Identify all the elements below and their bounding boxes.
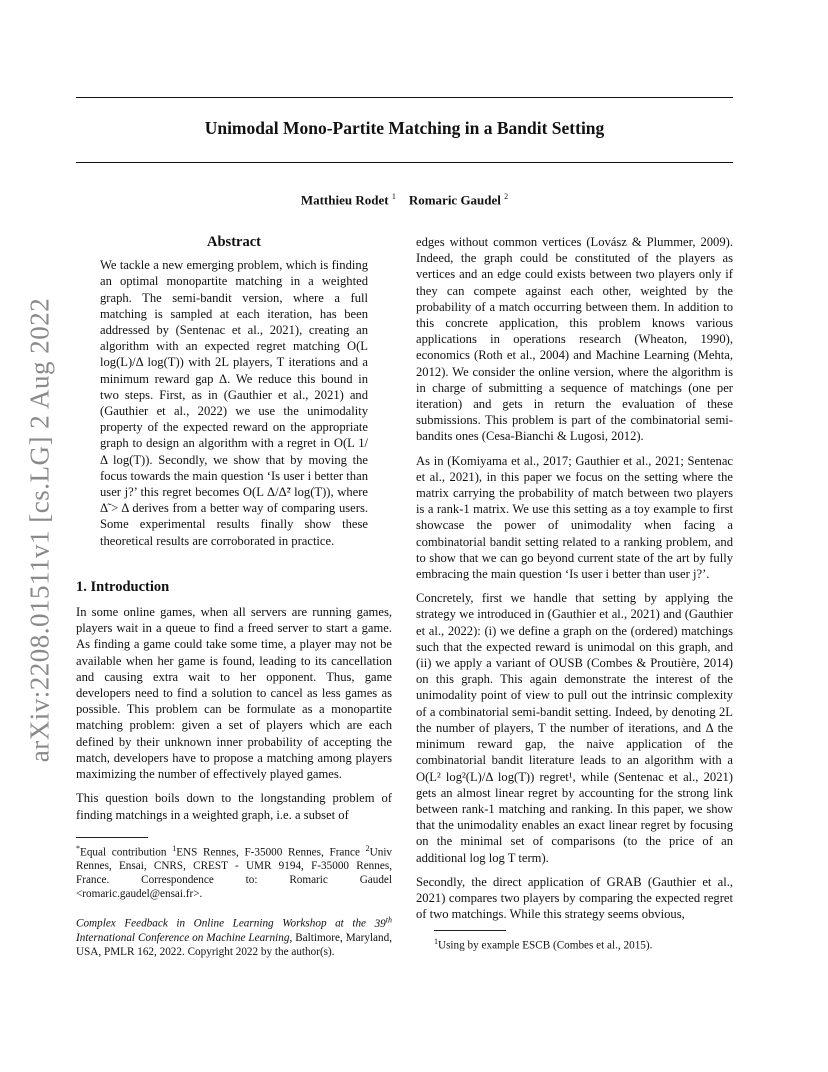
right-paragraph-4: Secondly, the direct application of GRAB (Gauthier et al., 2021) compares two players by comparing the expected regret of two matchings. While this strategy seems obvious, <box>416 874 733 922</box>
footnote-mark: 1 <box>434 937 438 947</box>
abstract-heading: Abstract <box>207 234 261 250</box>
affiliation-footnotes: *Equal contribution $^1$ENS Rennes, F-35000 Rennes, France $^2$Univ Rennes, Ensai, CNRS, CREST - UMR 9194, F-35000 Rennes, France. Correspondence to: Romaric Gaudel <romaric.gaudel@ensai.fr>. <box>76 843 393 901</box>
workshop-name: Complex Feedback in Online Learning Workshop at the <box>76 918 367 931</box>
right-column <box>416 234 733 953</box>
introduction-heading: 1. Introduction <box>76 578 170 595</box>
footnote-rule-right <box>434 930 506 931</box>
footnote-rule <box>76 837 148 838</box>
ordinal-suffix: th <box>385 915 392 925</box>
conference-name: International Conference on Machine Learning <box>76 932 290 945</box>
right-paragraph-2: As in (Komiyama et al., 2017; Gauthier et al., 2021; Sentenac et al., 2021), in this paper we focus on the setting where the matrix carrying the probability of match between two players is a rank-1 matrix. We use this setting as a toy example to first showcase the power of unimodality when facing a combinatorial bandit setting related to a ranking problem, and to show that we can go beyond current state of the art by fully embracing the main question ‘Is user i better than user j?’. <box>416 453 733 582</box>
author-affiliation-mark: 1 <box>391 192 396 201</box>
footnote-1 <box>434 935 733 953</box>
author-list <box>76 192 733 208</box>
right-paragraph-3: Concretely, first we handle that setting by applying the strategy we introduced in (Gauthier et al., 2021) and (Gauthier et al., 2022): (i) we define a graph on the (ordered) matchings such that the expected reward is unimodal on this graph, and (ii) we apply a variant of OUSB (Combes & Proutière, 2014) on this graph. This again demonstrate the interest of the unimodality point of view to pull out the intrinsic complexity of a combinatorial semi-bandit setting. Indeed, by denoting 2L the number of players, T the number of iterations, and Δ the minimum reward gap, the naive application of the combinatorial bandit literature leads to an algorithm with a O(L² log²(L)/Δ log(T)) regret¹, while (Sentenac et al., 2021) gets an almost linear regret by accounting for the strong link between rank-1 matching and ranking. In this paper, we show that the unimodality enables an exact linear regret by focusing on the minimal set of comparisons (to the price of an additional log log T term). <box>416 591 733 865</box>
copyright-note: , Baltimore, Maryland, USA, PMLR 162, 2022. Copyright 2022 by the author(s). <box>76 932 393 959</box>
correspondence-note: Correspondence to: Romaric Gaudel <romaric.gaudel@ensai.fr>. <box>76 874 392 901</box>
intro-paragraph-1: In some online games, when all servers are running games, players wait in a queue to find a freed server to start a game. As finding a game could take some time, a player may not be available when her game is found, leading to its cancellation and causing extra wait to her opponent. Thus, game developers need to find a solution to cancel as less games as possible. This problem can be formulate as a monopartite matching problem: given a set of players which are each defined by their unknown inner probability of accepting the match, developers have to propose a matching among players maximizing the number of effectively played games. <box>76 605 392 782</box>
author-name: Matthieu Rodet <box>300 192 389 208</box>
intro-paragraph-2: This question boils down to the longstanding problem of finding matchings in a weighted graph, i.e. a subset of <box>76 791 392 822</box>
left-column <box>76 234 392 959</box>
footnote-text: Using by example ESCB (Combes et al., 2015). <box>438 940 653 953</box>
affiliation-2: Univ Rennes, Ensai, CNRS, CREST - UMR 9194, F-35000 Rennes, France. <box>76 846 393 887</box>
workshop-note <box>76 913 392 959</box>
author-affiliation-mark: 2 <box>504 192 509 201</box>
conference-ordinal: 39 <box>374 918 386 931</box>
abstract-text: We tackle a new emerging problem, which is finding an optimal monopartite matching in a weighted graph. The semi-bandit version, where a full matching is sampled at each iteration, has been addressed by (Sentenac et al., 2021), creating an algorithm with an expected regret matching O(L log(L)/Δ log(T)) with 2L players, T iterations and a minimum reward gap Δ. We reduce this bound in two steps. First, as in (Gauthier et al., 2021) and (Gauthier et al., 2022) we use the unimodality property of the expected reward on the appropriate graph to design an algorithm with a regret in O(L 1/Δ log(T)). Secondly, we show that by moving the focus towards the main question ‘Is user i better than user j?’ this regret becomes O(L Δ/Δ̃² log(T)), where Δ̃ > Δ derives from a better way of comparing users. Some experimental results finally show these theoretical results are corroborated in practice. <box>100 258 368 548</box>
author-name: Romaric Gaudel <box>408 192 501 208</box>
arxiv-stamp: arXiv:2208.01511v1 [cs.LG] 2 Aug 2022 <box>24 297 55 763</box>
equal-contribution-note: Equal contribution <box>80 846 167 859</box>
affiliation-1: ENS Rennes, F-35000 Rennes, France <box>176 846 360 859</box>
title-rule-top <box>76 97 733 98</box>
right-paragraph-1: edges without common vertices (Lovász & Plummer, 2009). Indeed, the graph could be constituted of the players as vertices and an edge could exists between two players only if they can compete against each other, weighted by the probability of a match occurring between them. In addition to this concrete application, this problem knows various applications in operations research (Wheaton, 1990), economics (Roth et al., 2004) and Machine Learning (Mehta, 2012). We consider the online version, where the algorithm is in charge of submitting a sequence of matchings (one per iteration) and gets in return the evaluation of these submissions. This problem is part of the combinatorial semi-bandits ones (Cesa-Bianchi & Lugosi, 2012). <box>416 235 733 444</box>
title-rule-bottom <box>76 162 733 163</box>
paper-title: Unimodal Mono-Partite Matching in a Bandit Setting <box>204 118 605 138</box>
